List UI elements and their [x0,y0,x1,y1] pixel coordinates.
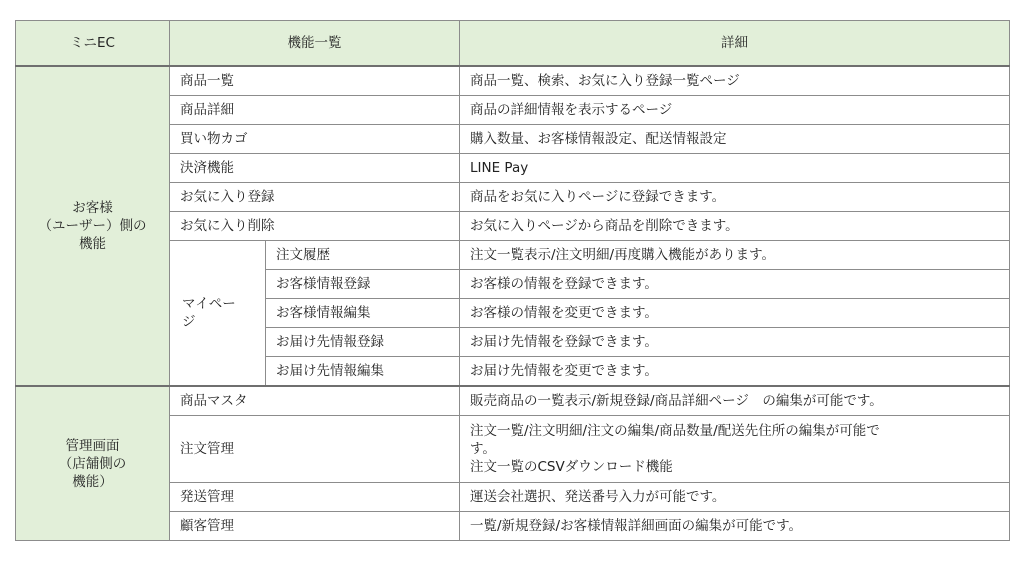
detail-line: 注文一覧のCSVダウンロード機能 [470,459,673,475]
section-label-line: （ユーザー）側の [38,218,147,234]
section-label-admin [16,386,170,541]
feature-detail: お客様の情報を変更できます。 [460,299,1010,328]
feature-name: 商品詳細 [170,96,460,125]
mypage-label-line: ジ [182,314,196,330]
section-label-line: お客様 [72,200,113,216]
feature-table [15,20,1010,541]
feature-name: 注文管理 [170,416,460,483]
feature-name: 注文履歴 [266,241,460,270]
feature-detail: お気に入りページから商品を削除できます。 [460,212,1010,241]
section-label-line: 管理画面 [65,437,120,454]
feature-detail: お客様の情報を登録できます。 [460,270,1010,299]
mypage-label-line: マイペー [182,296,236,312]
feature-detail: 商品の詳細情報を表示するページ [460,96,1010,125]
feature-name: 商品一覧 [170,66,460,96]
feature-name: お客様情報編集 [266,299,460,328]
feature-detail: お届け先情報を変更できます。 [460,357,1010,387]
feature-table-container [15,20,1009,541]
feature-name: お客様情報登録 [266,270,460,299]
feature-name: お気に入り登録 [170,183,460,212]
feature-detail: 一覧/新規登録/お客様情報詳細画面の編集が可能です。 [460,512,1010,541]
feature-detail: 購入数量、お客様情報設定、配送情報設定 [460,125,1010,154]
feature-detail: 運送会社選択、発送番号入力が可能です。 [460,483,1010,512]
header-detail: 詳細 [460,21,1010,67]
section-label-line: 機能 [79,236,106,252]
feature-name: 決済機能 [170,154,460,183]
feature-detail [460,416,1010,483]
header-feature-list: 機能一覧 [170,21,460,67]
mypage-label [170,241,266,387]
feature-detail: 販売商品の一覧表示/新規登録/商品詳細ページ の編集が可能です。 [460,386,1010,416]
section-label-customer [16,66,170,386]
table-row [16,66,1010,96]
feature-name: 買い物カゴ [170,125,460,154]
table-row [16,386,1010,416]
feature-name: 商品マスタ [170,386,460,416]
feature-name: 顧客管理 [170,512,460,541]
feature-detail: お届け先情報を登録できます。 [460,328,1010,357]
feature-name: お届け先情報登録 [266,328,460,357]
header-app-name: ミニEC [16,21,170,67]
feature-name: お届け先情報編集 [266,357,460,387]
feature-detail: 商品一覧、検索、お気に入り登録一覧ページ [460,66,1010,96]
feature-name: お気に入り削除 [170,212,460,241]
header-row [16,21,1010,67]
section-label-line: （店舗側の [58,455,127,472]
feature-detail: LINE Pay [460,154,1010,183]
feature-detail: 商品をお気に入りページに登録できます。 [460,183,1010,212]
feature-name: 発送管理 [170,483,460,512]
feature-detail: 注文一覧表示/注文明細/再度購入機能があります。 [460,241,1010,270]
detail-line: す。 [470,441,496,457]
section-label-line: 機能） [72,473,113,490]
detail-line: 注文一覧/注文明細/注文の編集/商品数量/配送先住所の編集が可能で [470,423,880,439]
